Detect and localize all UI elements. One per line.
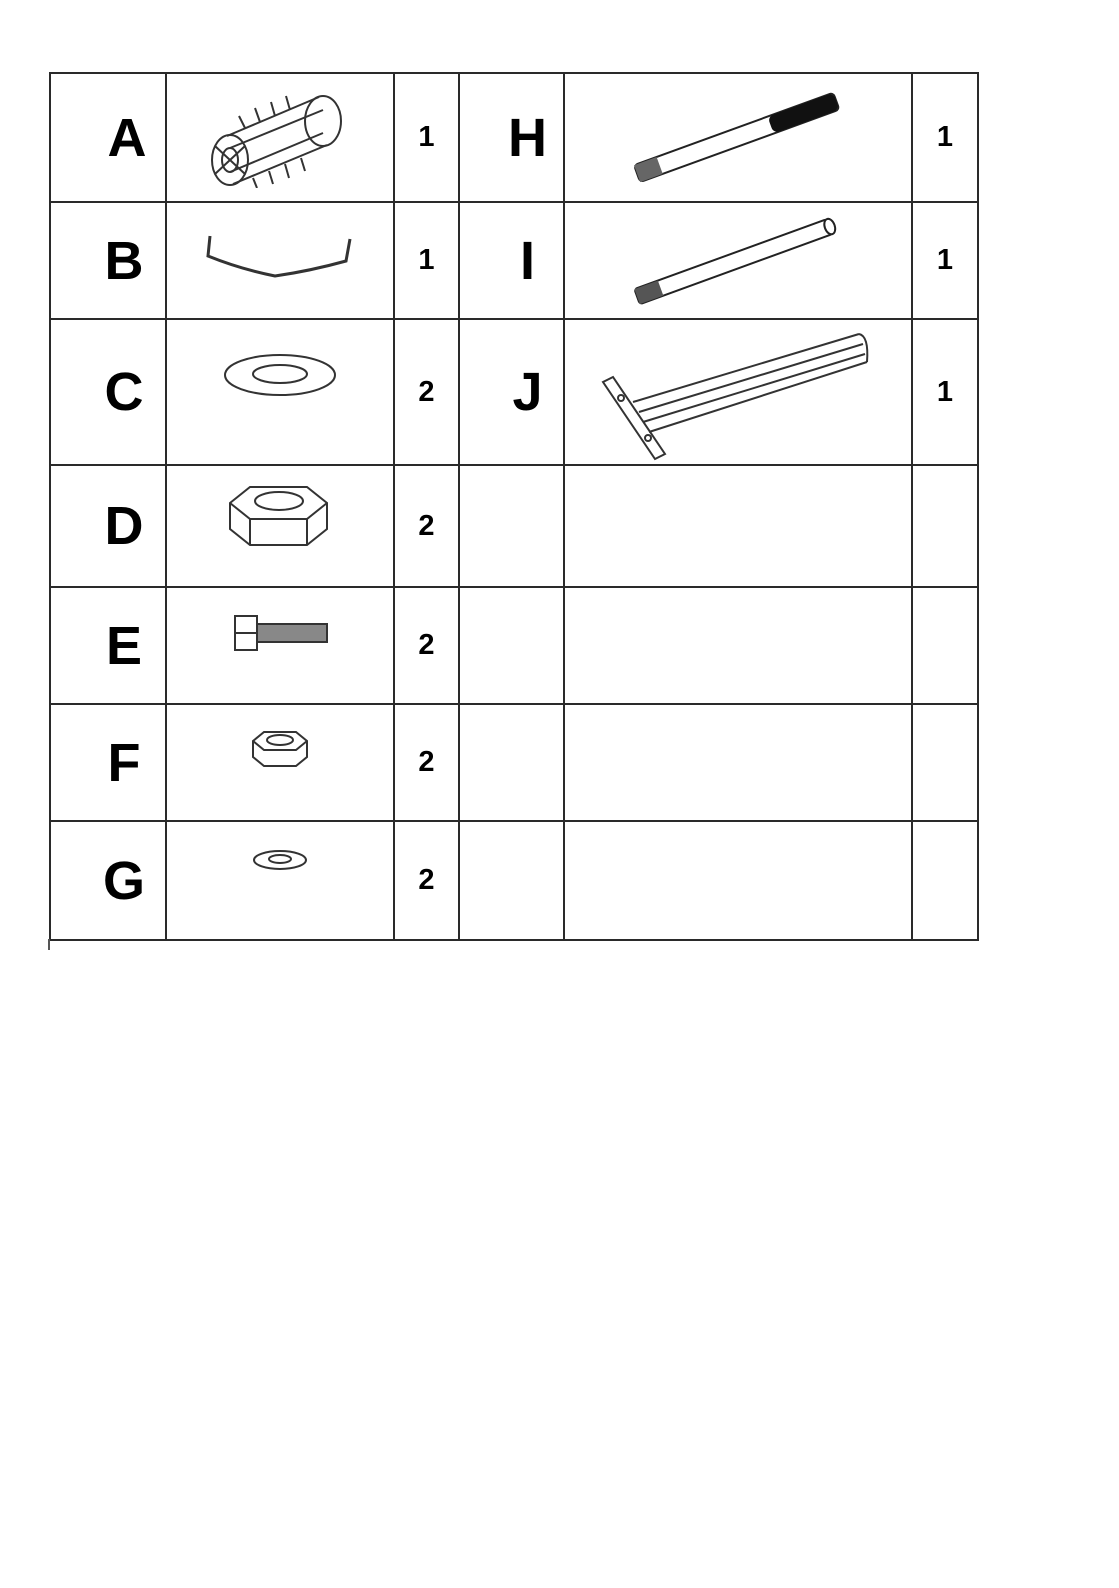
part-quantity: 1 (394, 73, 459, 202)
part-image-cell (166, 587, 394, 704)
part-image-cell (166, 73, 394, 202)
part-letter: C (50, 319, 166, 465)
parts-list-table (49, 72, 979, 941)
parts-row (50, 587, 978, 704)
part-quantity: 1 (912, 319, 978, 465)
empty-cell (912, 587, 978, 704)
parts-row (50, 319, 978, 465)
part-quantity: 1 (912, 73, 978, 202)
part-letter: F (50, 704, 166, 821)
part-letter: J (459, 319, 564, 465)
small-hex-nut-icon (250, 729, 310, 769)
empty-cell (912, 704, 978, 821)
part-quantity: 1 (394, 202, 459, 319)
parts-row (50, 465, 978, 587)
wire-bracket-icon (200, 231, 360, 291)
empty-cell (564, 587, 912, 704)
parts-row (50, 704, 978, 821)
large-hex-nut-icon (225, 481, 335, 551)
part-image-cell (564, 73, 912, 202)
part-image-cell (564, 202, 912, 319)
parts-row (50, 821, 978, 940)
edge-mark (48, 939, 50, 950)
empty-cell (459, 465, 564, 587)
empty-cell (459, 704, 564, 821)
part-letter: E (50, 587, 166, 704)
part-image-cell (166, 465, 394, 587)
part-letter: I (459, 202, 564, 319)
parts-row (50, 202, 978, 319)
part-image-cell (166, 319, 394, 465)
threaded-rod-icon (623, 88, 853, 188)
part-letter: B (50, 202, 166, 319)
part-image-cell (166, 202, 394, 319)
empty-cell (564, 465, 912, 587)
hex-bolt-icon (230, 608, 330, 658)
part-image-cell (166, 821, 394, 940)
part-image-cell (564, 319, 912, 465)
part-quantity: 2 (394, 821, 459, 940)
handle-frame-icon (593, 322, 883, 462)
parts-row (50, 73, 978, 202)
part-quantity: 2 (394, 465, 459, 587)
empty-cell (912, 465, 978, 587)
part-quantity: 2 (394, 704, 459, 821)
empty-cell (564, 704, 912, 821)
part-letter: D (50, 465, 166, 587)
part-letter: H (459, 73, 564, 202)
part-quantity: 1 (912, 202, 978, 319)
large-washer-icon (220, 345, 340, 405)
part-image-cell (166, 704, 394, 821)
axle-rod-icon (623, 211, 853, 311)
aerator-drum-icon (205, 88, 355, 188)
empty-cell (912, 821, 978, 940)
part-quantity: 2 (394, 587, 459, 704)
empty-cell (564, 821, 912, 940)
part-quantity: 2 (394, 319, 459, 465)
small-washer-icon (250, 845, 310, 875)
empty-cell (459, 821, 564, 940)
part-letter: A (50, 73, 166, 202)
part-letter: G (50, 821, 166, 940)
empty-cell (459, 587, 564, 704)
